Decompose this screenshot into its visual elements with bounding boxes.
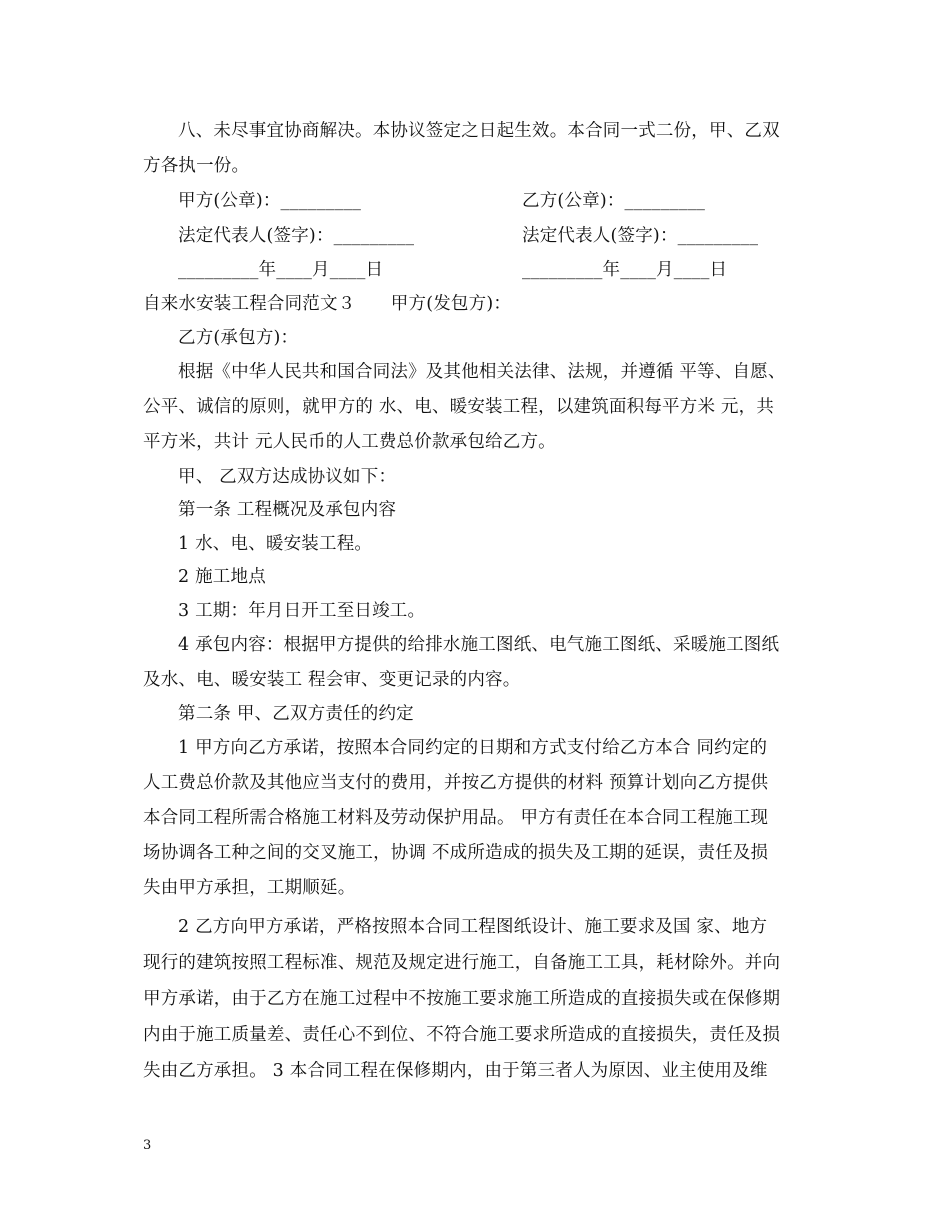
list-item: 1 水、电、暖安装工程。 (178, 534, 373, 554)
page-number: 3 (143, 1138, 152, 1153)
paragraph-line: 平方米，共计 元人民币的人工费总价款承包给乙方。 (143, 432, 556, 452)
paragraph-line: 2 乙方向甲方承诺，严格按照本合同工程图纸设计、施工要求及国 家、地方 (178, 917, 768, 937)
paragraph-line: 人工费总价款及其他应当支付的费用，并按乙方提供的材料 预算计划向乙方提供 (143, 773, 769, 793)
signature-party-a-rep: 法定代表人(签字)：_________ (178, 226, 415, 246)
paragraph-line: 根据《中华人民共和国合同法》及其他相关法律、法规，并遵循 平等、自愿、 (178, 362, 786, 382)
signature-party-b-seal: 乙方(公章)：_________ (522, 191, 706, 211)
paragraph-line: 现行的建筑按照工程标准、规范及规定进行施工，自备施工工具，耗材除外。并向 (143, 953, 781, 973)
list-item: 4 承包内容：根据甲方提供的给排水施工图纸、电气施工图纸、采暖施工图纸 (178, 635, 780, 655)
paragraph-line: 1 甲方向乙方承诺，按照本合同约定的日期和方式支付给乙方本合 同约定的 (178, 738, 768, 758)
article-heading: 第一条 工程概况及承包内容 (178, 500, 397, 520)
paragraph-line: 甲、 乙双方达成协议如下： (178, 467, 397, 487)
paragraph-line: 八、未尽事宜协商解决。本协议签定之日起生效。本合同一式二份，甲、乙双 (178, 121, 780, 141)
list-item: 3 工期：年月日开工至日竣工。 (178, 601, 426, 621)
paragraph-line: 甲方承诺，由于乙方在施工过程中不按施工要求施工所造成的直接损失或在保修期 (143, 989, 781, 1009)
paragraph-line: 公平、诚信的原则，就甲方的 水、电、暖安装工程，以建筑面积每平方米 元，共 (143, 397, 775, 417)
paragraph-line: 内由于施工质量差、责任心不到位、不符合施工要求所造成的直接损失，责任及损 (143, 1025, 781, 1045)
list-item: 及水、电、暖安装工 程会审、变更记录的内容。 (143, 670, 521, 690)
signature-party-b-rep: 法定代表人(签字)：_________ (522, 226, 759, 246)
paragraph-line: 失由甲方承担，工期顺延。 (143, 878, 356, 898)
paragraph-line: 本合同工程所需合格施工材料及劳动保护用品。 甲方有责任在本合同工程施工现 (143, 808, 769, 828)
list-item: 2 施工地点 (178, 567, 266, 587)
paragraph-line: 场协调各工种之间的交叉施工，协调 不成所造成的损失及工期的延误，责任及损 (143, 843, 769, 863)
article-heading: 第二条 甲、乙双方责任的约定 (178, 704, 414, 724)
section-title: 自来水安装工程合同范文３ 甲方(发包方)： (143, 294, 512, 314)
signature-party-a-date: _________年____月____日 (178, 260, 384, 280)
paragraph-line: 方各执一份。 (143, 156, 250, 176)
signature-party-b-date: _________年____月____日 (522, 260, 728, 280)
signature-party-a-seal: 甲方(公章)：_________ (178, 191, 362, 211)
party-b-line: 乙方(承包方)： (178, 328, 299, 348)
paragraph-line: 失由乙方承担。 3 本合同工程在保修期内，由于第三者人为原因、业主使用及维 (143, 1061, 768, 1081)
